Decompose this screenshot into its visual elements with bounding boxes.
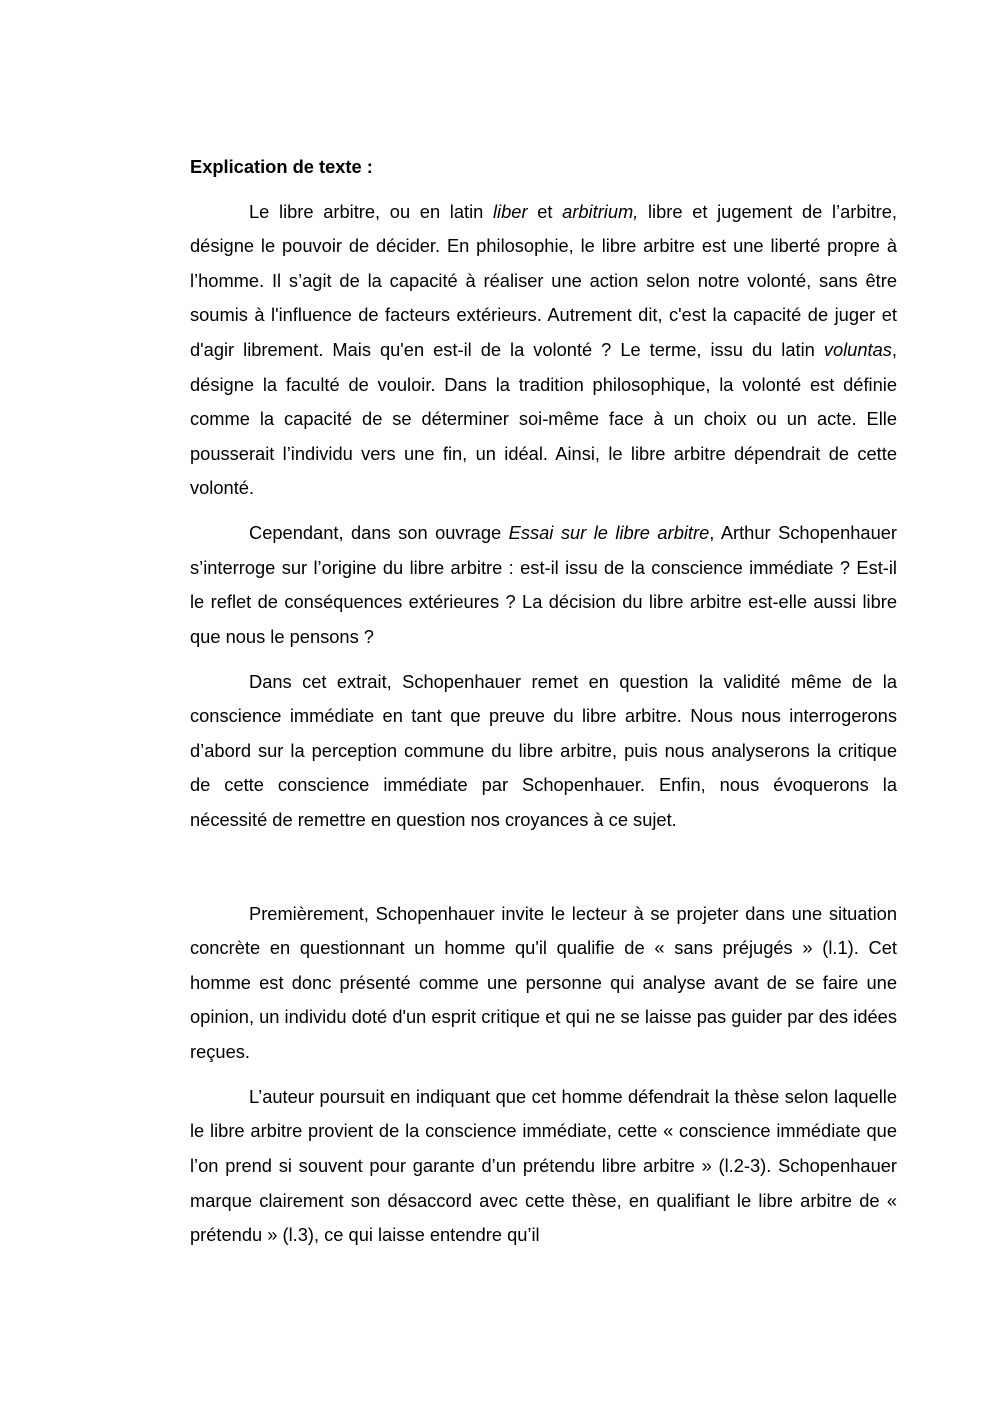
paragraph-introduction: [190, 195, 897, 506]
text-run: , désigne la faculté de vouloir. Dans la tradition philosophique, la volonté est définie comme la capacité de se déterminer soi-même face à un choix ou un acte. Elle pousserait l’individu vers une fin, un idéal. Ainsi, le libre arbitre dépendrait de cette volonté.: [190, 338, 897, 499]
italic-term-liber: liber: [492, 200, 528, 222]
paragraph-part-one: [190, 897, 897, 1070]
text-run: Cependant, dans son ouvrage: [249, 522, 509, 544]
text-run: et: [527, 200, 563, 222]
text-run: Dans cet extrait, Schopenhauer remet en question la validité même de la conscience immédiate en tant que preuve du libre arbitre. Nous nous interrogerons d’abord sur la perception commune du libre arbitre, puis nous analyserons la critique de cette conscience immédiate par Schopenhauer. Enfin, nous évoquerons la nécessité de remettre en question nos croyances à ce sujet.: [190, 670, 897, 831]
section-heading: Explication de texte :: [190, 156, 373, 177]
text-run: Le libre arbitre, ou en latin: [249, 200, 493, 222]
text-run: L’auteur poursuit en indiquant que cet homme défendrait la thèse selon laquelle le libre arbitre provient de la conscience immédiate, cette « conscience immédiate que l’on prend si souvent pour garante d’un prétendu libre arbitre » (l.2-3). Schopenhauer marque clairement son désaccord avec cette thèse, en qualifiant le libre arbitre de « prétendu » (l.3), ce qui laisse entendre qu’il: [190, 1085, 897, 1246]
document-body: [190, 150, 897, 1263]
paragraph-plan: [190, 665, 897, 838]
paragraph-problematique: [190, 516, 897, 654]
text-run: , Arthur Schopenhauer s’interroge sur l’origine du libre arbitre : est-il issu de la conscience immédiate ? Est-il le reflet de conséquences extérieures ? La décision du libre arbitre est-elle aussi libre que nous le pensons ?: [190, 522, 898, 647]
paragraph-part-one-continued: [190, 1080, 897, 1253]
italic-term-arbitrium: arbitrium,: [562, 200, 639, 222]
italic-term-voluntas: voluntas: [823, 338, 892, 360]
italic-book-title: Essai sur le libre arbitre: [508, 522, 710, 544]
text-run: libre et jugement de l’arbitre, désigne le pouvoir de décider. En philosophie, le libre arbitre est une liberté propre à l’homme. Il s’agit de la capacité à réaliser une action selon notre volonté, sans être soumis à l'influence de facteurs extérieurs. Autrement dit, c'est la capacité de juger et d'agir librement. Mais qu'en est-il de la volonté ? Le terme, issu du latin: [190, 200, 897, 360]
text-run: Premièrement, Schopenhauer invite le lecteur à se projeter dans une situation concrète en questionnant un homme qu'il qualifie de « sans préjugés » (l.1). Cet homme est donc présenté comme une personne qui analyse avant de se faire une opinion, un individu doté d'un esprit critique et qui ne se laisse pas guider par des idées reçues.: [190, 902, 897, 1063]
